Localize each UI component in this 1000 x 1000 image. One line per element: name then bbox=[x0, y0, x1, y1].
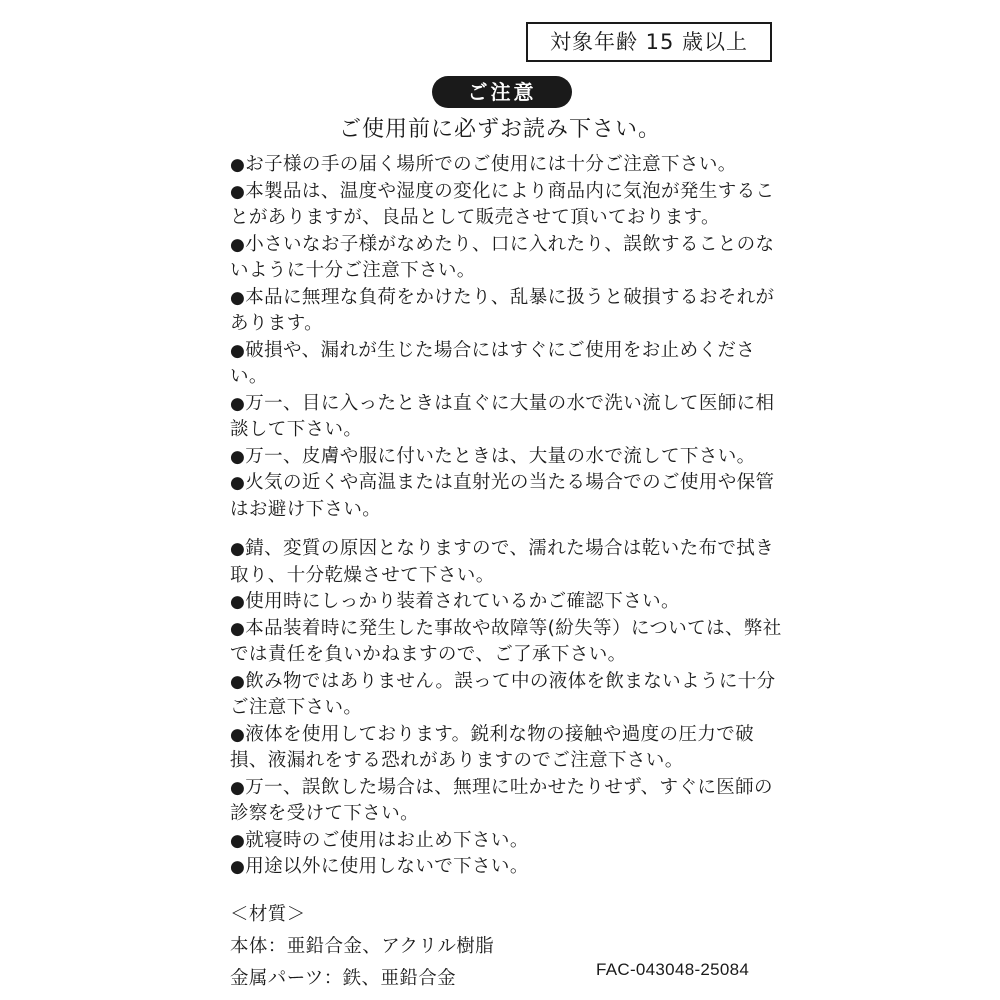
caution-note: ●錆、変質の原因となりますので、濡れた場合は乾いた布で拭き取り、十分乾燥させて下さい。 bbox=[230, 538, 775, 586]
bullet-icon: ● bbox=[230, 777, 246, 798]
caution-note: ●用途以外に使用しないで下さい。 bbox=[230, 856, 529, 877]
bullet-icon: ● bbox=[230, 724, 246, 745]
caution-note: ●使用時にしっかり装着されているかご確認下さい。 bbox=[230, 591, 680, 612]
bullet-icon: ● bbox=[230, 618, 246, 639]
materials-heading: ＜材質＞ bbox=[230, 904, 306, 925]
caution-note: ●小さいなお子様がなめたり、口に入れたり、誤飲することのないように十分ご注意下さい。 bbox=[230, 233, 775, 281]
caution-note: ●万一、皮膚や服に付いたときは、大量の水で流して下さい。 bbox=[230, 445, 756, 467]
product-code: FAC-043048-25084 bbox=[596, 960, 750, 979]
caution-note: ●就寝時のご使用はお止め下さい。 bbox=[230, 829, 529, 851]
caution-note: ●万一、誤飲した場合は、無理に吐かせたりせず、すぐに医師の診察を受けて下さい。 bbox=[230, 776, 773, 824]
caution-note: ●飲み物ではありません。誤って中の液体を飲まないように十分ご注意下さい。 bbox=[230, 670, 776, 718]
bullet-icon: ● bbox=[230, 830, 246, 851]
bullet-icon: ● bbox=[230, 857, 246, 877]
material-body: 本体：亜鉛合金、アクリル樹脂 bbox=[230, 936, 495, 957]
bullet-icon: ● bbox=[230, 155, 246, 175]
caution-note: ●液体を使用しております。鋭利な物の接触や過度の圧力で破損、液漏れをする恐れがありますのでご注意下さい。 bbox=[230, 723, 755, 771]
read-before-use-subtitle: ご使用前に必ずお読み下さい。 bbox=[338, 117, 661, 142]
material-metal-parts: 金属パーツ：鉄、亜鉛合金 bbox=[230, 968, 457, 989]
bullet-icon: ● bbox=[230, 446, 246, 467]
age-rating-badge: 対象年齢 15 歳以上 bbox=[526, 22, 772, 62]
caution-notes-list bbox=[230, 152, 790, 881]
bullet-icon: ● bbox=[230, 671, 246, 692]
bullet-icon: ● bbox=[230, 393, 246, 414]
bullet-icon: ● bbox=[230, 287, 246, 308]
caution-heading: ご注意 bbox=[432, 76, 572, 108]
bullet-icon: ● bbox=[230, 539, 246, 559]
bullet-icon: ● bbox=[230, 592, 246, 612]
caution-note: ●お子様の手の届く場所でのご使用には十分ご注意下さい。 bbox=[230, 154, 737, 175]
bullet-icon: ● bbox=[230, 340, 246, 361]
bullet-icon: ● bbox=[230, 181, 246, 202]
bullet-icon: ● bbox=[230, 234, 246, 255]
bullet-icon: ● bbox=[230, 473, 246, 493]
caution-note: ●本製品は、温度や湿度の変化により商品内に気泡が発生することがありますが、良品として販売させて頂いております。 bbox=[230, 180, 775, 228]
caution-note: ●万一、目に入ったときは直ぐに大量の水で洗い流して医師に相談して下さい。 bbox=[230, 392, 775, 440]
caution-note: ●本品装着時に発生した事故や故障等(紛失等）については、弊社では責任を負いかねますので、ご了承下さい。 bbox=[230, 617, 782, 665]
caution-note: ●火気の近くや高温または直射光の当たる場合でのご使用や保管はお避け下さい。 bbox=[230, 472, 775, 520]
caution-note: ●本品に無理な負荷をかけたり、乱暴に扱うと破損するおそれがあります。 bbox=[230, 286, 775, 334]
caution-note: ●破損や、漏れが生じた場合にはすぐにご使用をお止めください。 bbox=[230, 339, 756, 387]
